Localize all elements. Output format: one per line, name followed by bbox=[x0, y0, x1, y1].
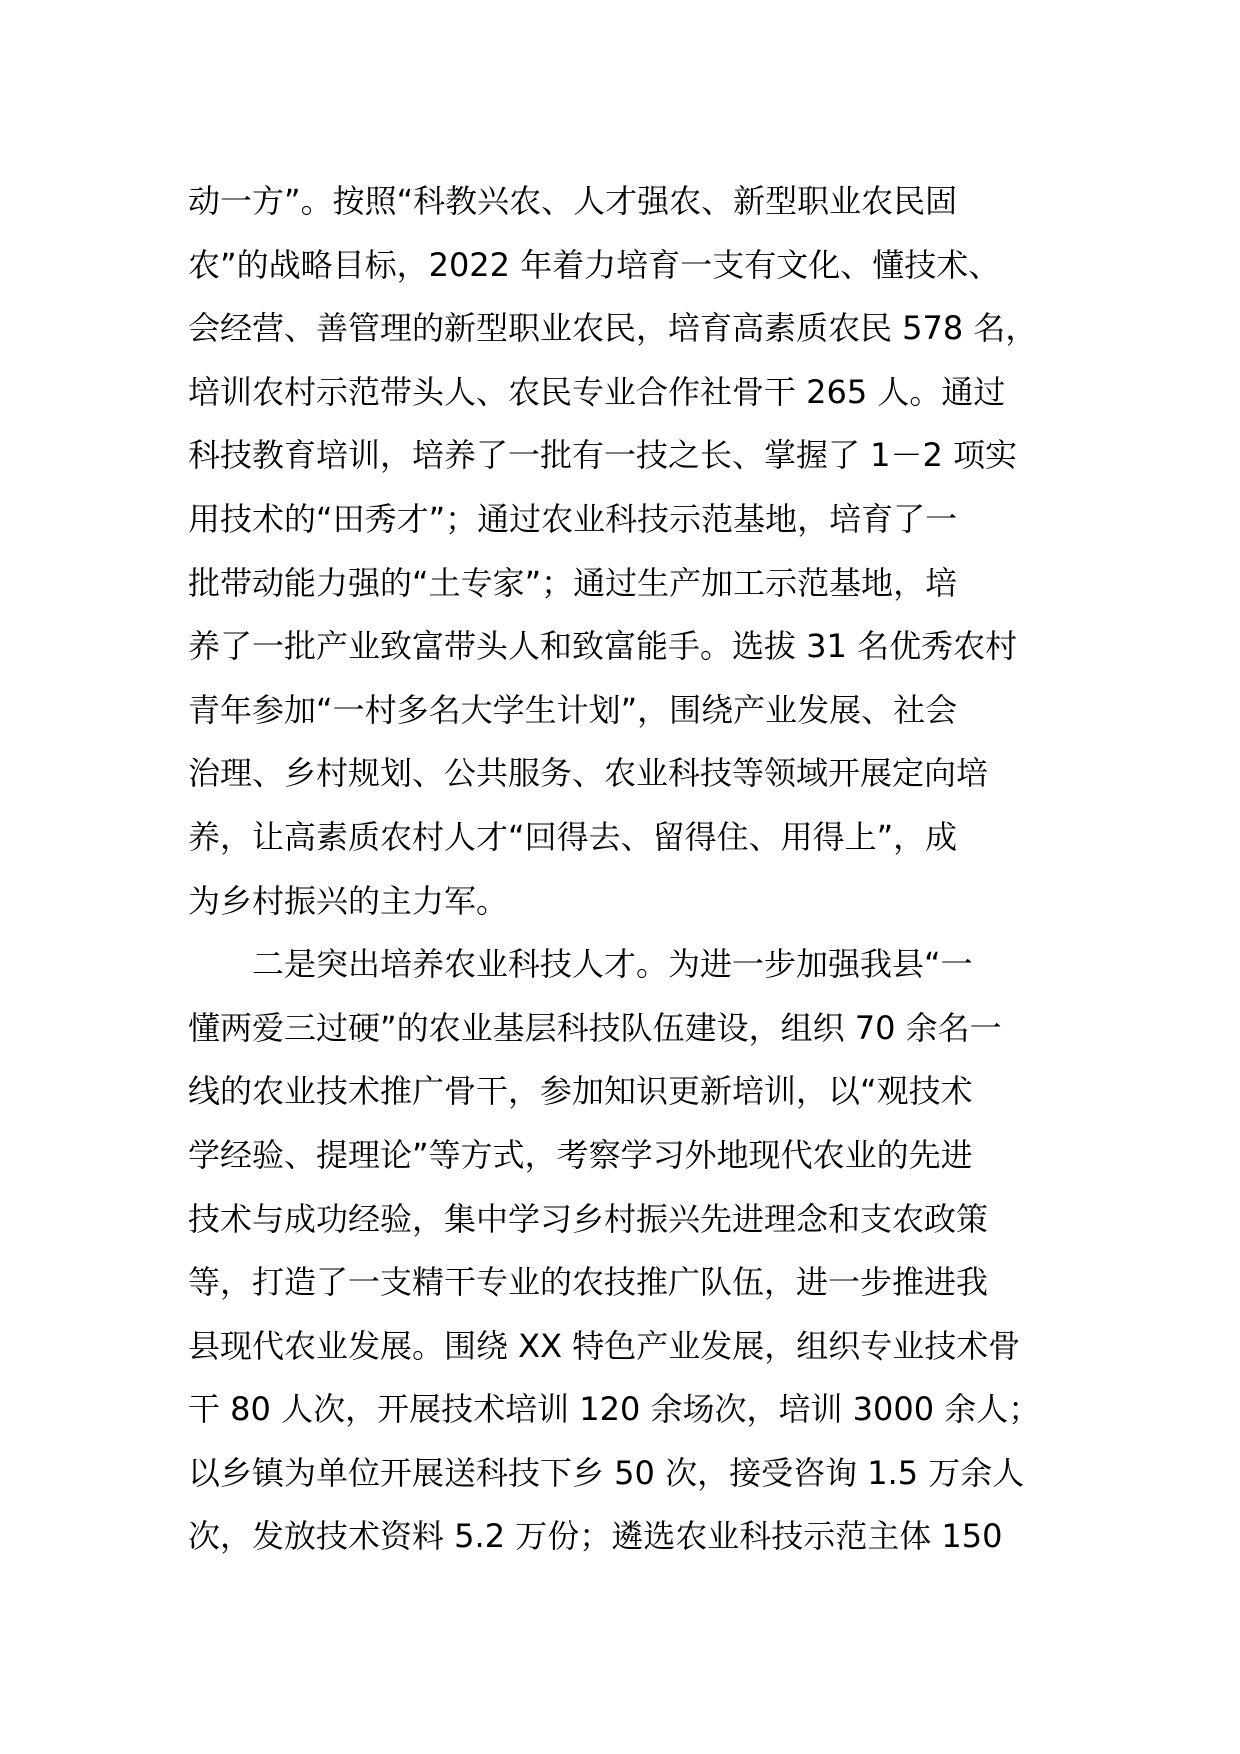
text-line: 次，发放技术资料 5.2 万份；遴选农业科技示范主体 150 bbox=[188, 1517, 1003, 1556]
text-line: 青年参加“一村多名大学生计划”，围绕产业发展、社会 bbox=[188, 690, 958, 729]
text-line: 会经营、善管理的新型职业农民，培育高素质农民 578 名， bbox=[188, 309, 1038, 348]
text-line: 科技教育培训，培养了一批有一技之长、掌握了 1－2 项实 bbox=[188, 436, 1018, 475]
text-line: 等，打造了一支精干专业的农技推广队伍，进一步推进我 bbox=[188, 1263, 989, 1302]
text-line: 培训农村示范带头人、农民专业合作社骨干 265 人。通过 bbox=[188, 372, 1006, 411]
text-line: 动一方”。按照“科教兴农、人才强农、新型职业农民固 bbox=[188, 182, 958, 220]
text-line: 线的农业技术推广骨干，参加知识更新培训，以“观技术 bbox=[188, 1072, 973, 1111]
body-text bbox=[188, 170, 1068, 1569]
text-line: 技术与成功经验，集中学习乡村振兴先进理念和支农政策 bbox=[188, 1199, 989, 1238]
text-line: 治理、乡村规划、公共服务、农业科技等领域开展定向培 bbox=[188, 754, 989, 793]
text-line: 懂两爱三过硬”的农业基层科技队伍建设，组织 70 余名一 bbox=[188, 1008, 1002, 1047]
text-line: 养，让高素质农村人才“回得去、留得住、用得上”，成 bbox=[188, 817, 958, 856]
text-line: 干 80 人次，开展技术培训 120 余场次，培训 3000 余人； bbox=[188, 1390, 1041, 1429]
text-line: 农”的战略目标，2022 年着力培育一支有文化、懂技术、 bbox=[188, 245, 1001, 284]
text-line: 学经验、提理论”等方式，考察学习外地现代农业的先进 bbox=[188, 1135, 973, 1174]
text-line: 县现代农业发展。围绕 XX 特色产业发展，组织专业技术骨 bbox=[188, 1326, 1021, 1365]
text-line: 养了一批产业致富带头人和致富能手。选拔 31 名优秀农村 bbox=[188, 627, 1018, 666]
text-line: 用技术的“田秀才”；通过农业科技示范基地，培育了一 bbox=[188, 499, 958, 538]
text-line: 以乡镇为单位开展送科技下乡 50 次，接受咨询 1.5 万余人 bbox=[188, 1453, 1025, 1492]
text-line: 为乡村振兴的主力军。 bbox=[188, 881, 509, 920]
text-line: 二是突出培养农业科技人才。为进一步加强我县“一 bbox=[188, 945, 973, 984]
text-line: 批带动能力强的“土专家”；通过生产加工示范基地，培 bbox=[188, 563, 958, 602]
